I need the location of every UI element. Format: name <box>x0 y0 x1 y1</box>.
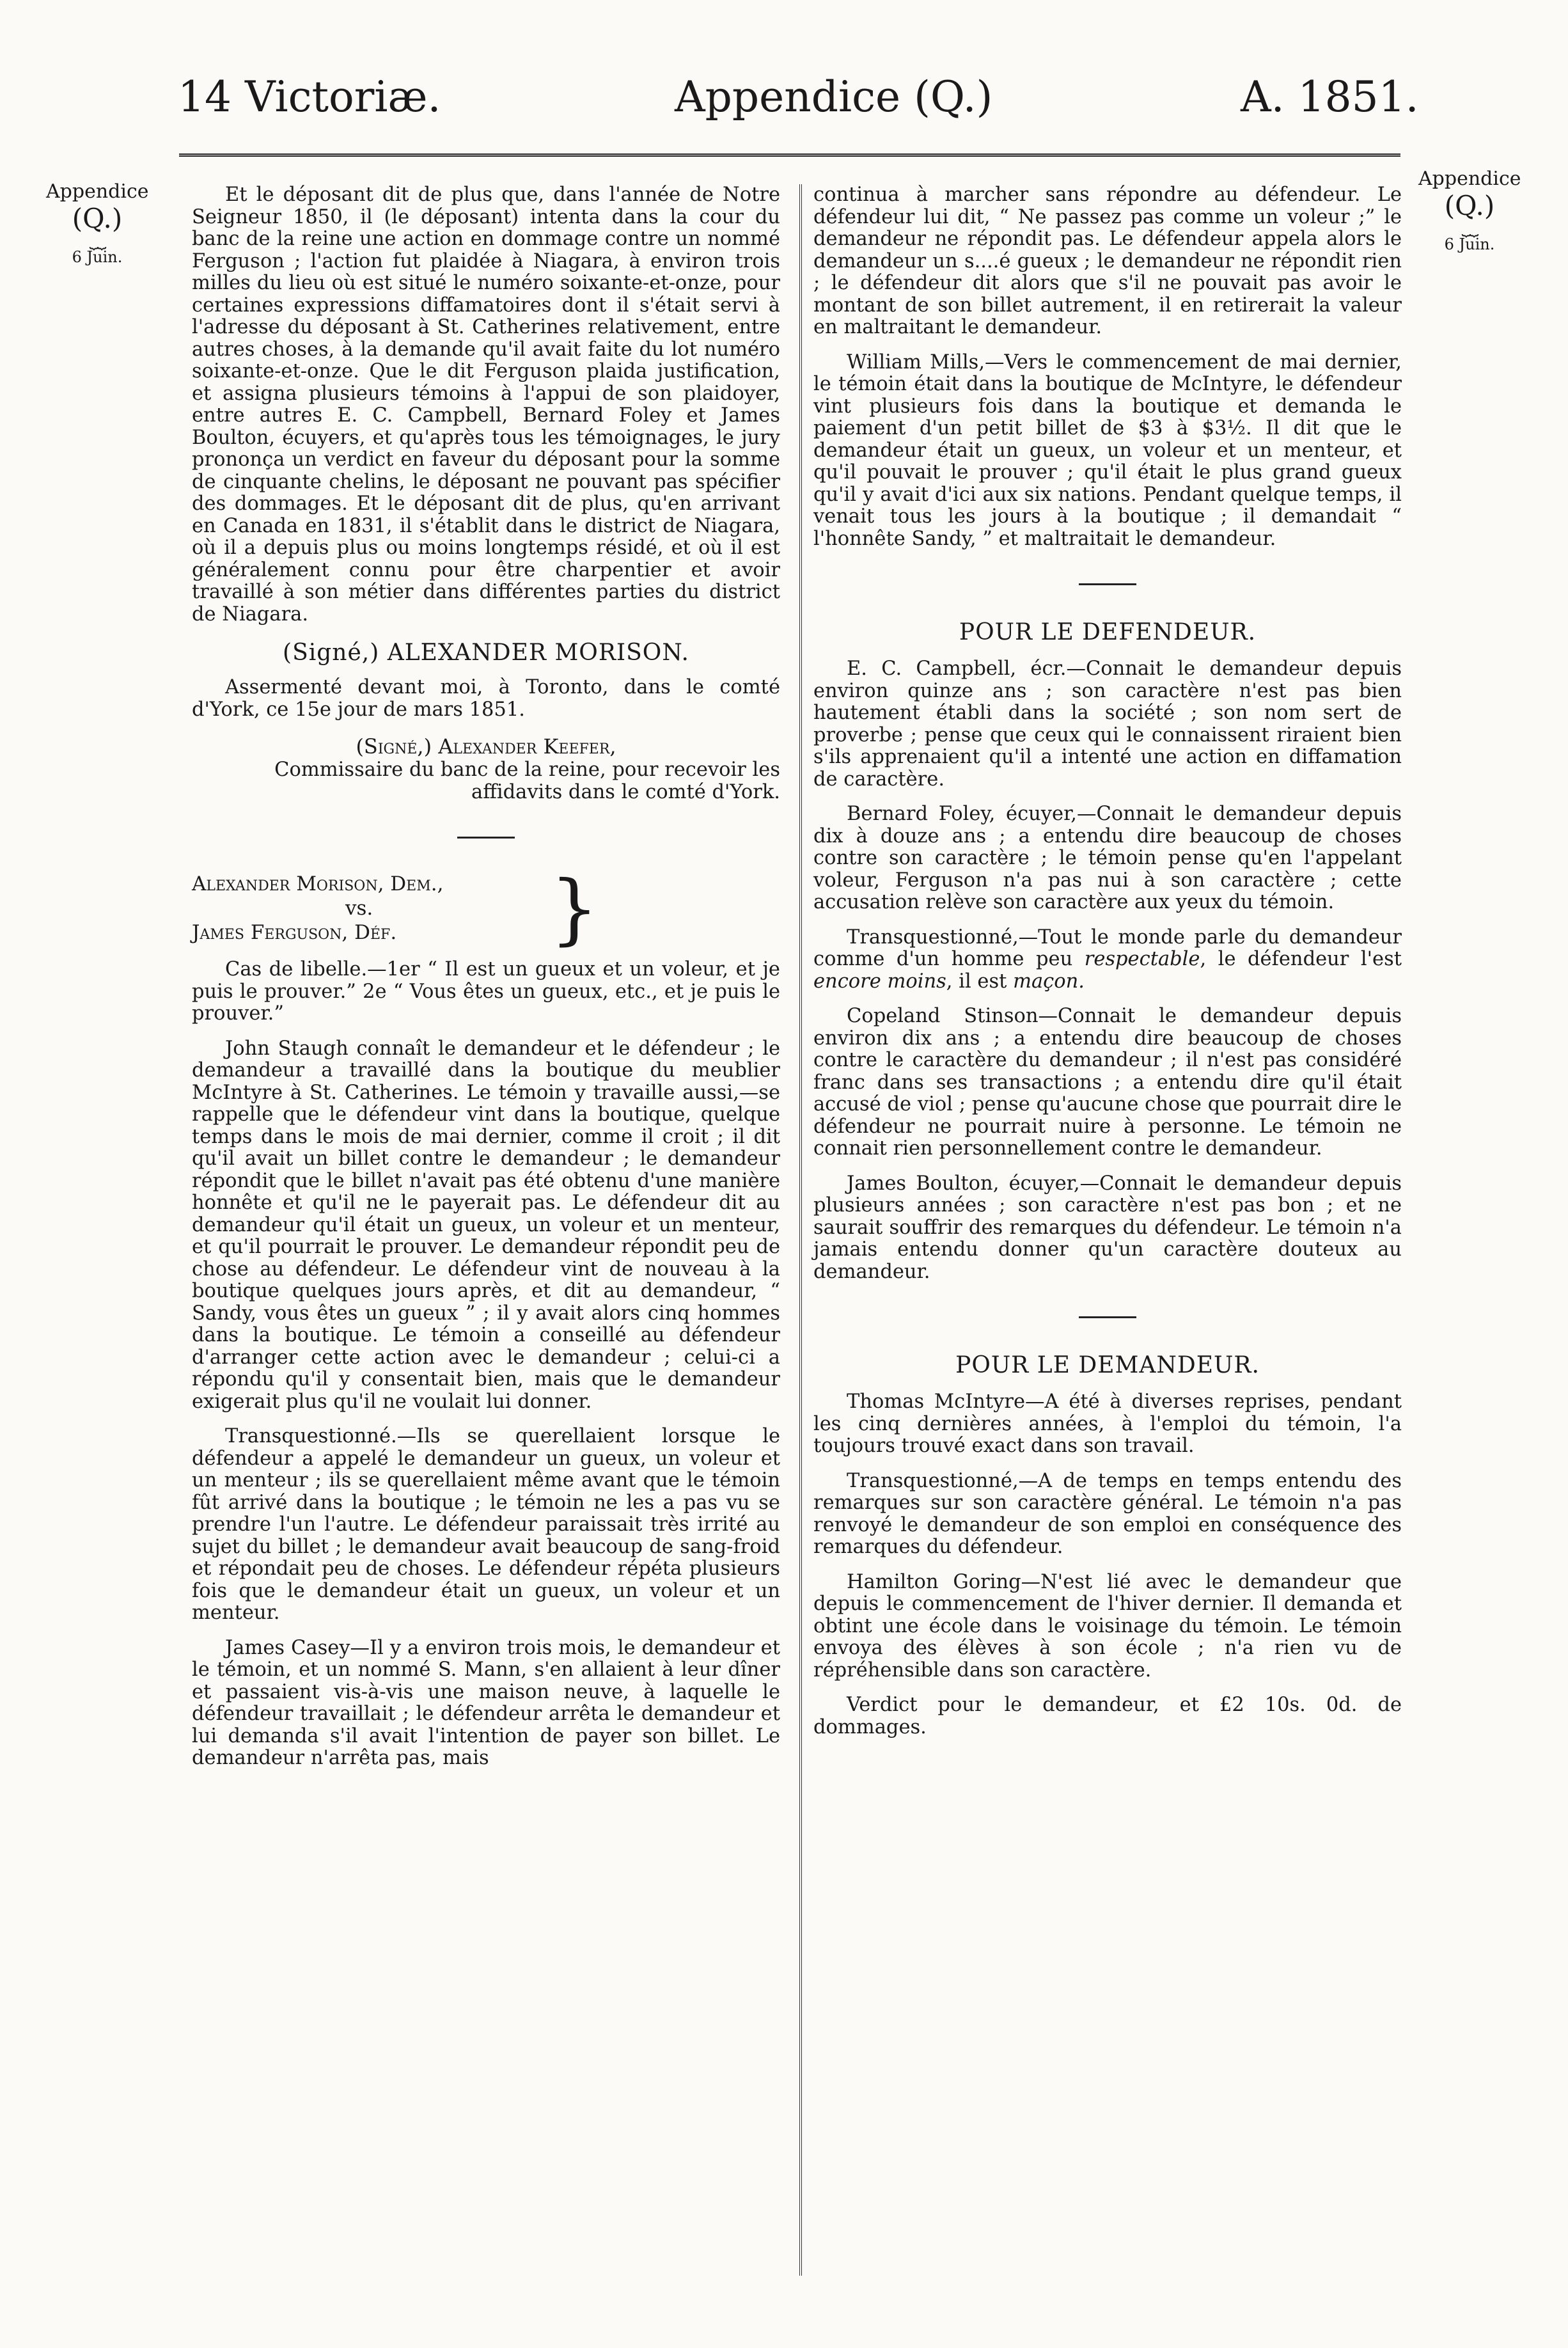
separator <box>457 837 515 839</box>
italic-fragment: maçon. <box>1013 970 1085 993</box>
margin-brace-icon: ⏟⏟ <box>1461 219 1478 237</box>
cross-examination-mcintyre: Transquestionné,—A de temps en temps entendu des remarques sur son caractère général. Le témoin n'a pas renvoyé le demandeur de son emploi en conséquence des remarques du défendeur. <box>813 1469 1402 1558</box>
italic-fragment: encore moins <box>813 970 946 993</box>
right-column <box>813 184 1402 1751</box>
sworn-statement: Assermenté devant moi, à Toronto, dans le comté d'York, ce 15e jour de mars 1851. <box>192 676 780 721</box>
section-heading-defence: POUR LE DEFENDEUR. <box>959 619 1257 645</box>
margin-label: Appendice <box>1418 168 1521 190</box>
separator <box>1079 583 1136 585</box>
testimony-mills: William Mills,—Vers le commencement de mai dernier, le témoin était dans la boutique de McIntyre, le défendeur vint plusieurs fois dans la boutique et demanda le paiement d'un petit billet de $3 à $3½. Il dit que le demandeur était un gueux, un voleur et un menteur, et qu'il pouvait le prouver ; qu'il était le plus grand gueux qu'il y avait d'ici aux six nations. Pendant quelque temps, il venait tous les jours à la boutique ; il demandait “ l'honnête Sandy, ” et maltraitait le demandeur. <box>813 351 1402 550</box>
margin-date: 6 Juin. <box>1444 235 1495 253</box>
case-brace-icon: } <box>550 865 599 954</box>
section-heading-plaintiff: POUR LE DEMANDEUR. <box>955 1352 1260 1378</box>
testimony-casey-continued: continua à marcher sans répondre au défendeur. Le défendeur lui dit, “ Ne passez pas comme un voleur ;” le demandeur ne répondit pas. Le défendeur appela alors le demandeur un s....é gueux ; le demandeur ne répondit rien ; le défendeur dit alors que s'il ne pouvait pas avoir le montant de son billet autrement, il en retirerait la valeur en maltraitant le demandeur. <box>813 184 1402 338</box>
signature-morison: (Signé,) ALEXANDER MORISON. <box>283 640 689 666</box>
separator <box>1079 1316 1136 1318</box>
commissioner-title: Commissaire du banc de la reine, pour recevoir les affidavits dans le comté d'York. <box>274 759 780 803</box>
testimony-casey: James Casey—Il y a environ trois mois, le demandeur et le témoin, et un nommé S. Mann, s'en allaient à leur dîner et passaient vis-à-vis une maison neuve, à laquelle le défendeur travaillait ; le défendeur arrêta le demandeur et lui demanda s'il avait l'intention de payer son billet. Le demandeur n'arrêta pas, mais <box>192 1636 780 1769</box>
case-plaintiff: Alexander Morison, Dem., <box>192 872 444 895</box>
testimony-stinson: Copeland Stinson—Connait le demandeur depuis environ dix ans ; a entendu dire beaucoup de choses contre le caractère du demandeur ; il n'est pas considéré franc dans ses transactions ; a entendu dire qu'il était accusé de viol ; pense qu'aucune chose que pourrait dire le défendeur ne pourrait nuire à personne. Le témoin ne connait rien personnellement contre le demandeur. <box>813 1005 1402 1160</box>
cross-examination-staugh: Transquestionné.—Ils se querellaient lorsque le défendeur a appelé le demandeur un gueux, un voleur et un menteur ; ils se querellaient même avant que le témoin fût arrivé dans la boutique ; le témoin ne les a pas vu se prendre l'un l'autre. Le défendeur paraissait très irrité au sujet du billet ; le demandeur avait beaucoup de sang-froid et répondait peu de choses. Le défendeur répéta plusieurs fois que le demandeur était un gueux, un voleur et un menteur. <box>192 1425 780 1624</box>
header-appendix-title: Appendice (Q.) <box>675 72 993 122</box>
cross-examination-foley <box>813 927 1402 993</box>
header-rule <box>179 154 1400 157</box>
testimony-campbell: E. C. Campbell, écr.—Connait le demandeur depuis environ quinze ans ; son caractère n'est pas bien hautement établi dans la société ; son nom sert de proverbe ; pense que ceux qui le connaissent riraient bien s'ils apprenaient qu'il a intenté une action en diffamation de caractère. <box>813 658 1402 791</box>
text-fragment: Transquestionné,—Tout le monde parle du demandeur comme d'un homme peu <box>813 926 1402 970</box>
margin-brace-icon: ⏟⏟ <box>89 232 106 249</box>
left-column <box>192 184 780 1783</box>
margin-date: 6 Juin. <box>72 248 123 266</box>
text-fragment: , il est <box>946 970 1007 993</box>
testimony-staugh: John Staugh connaît le demandeur et le défendeur ; le demandeur a travaillé dans la boutique du meublier McIntyre à St. Catherines. Le témoin y travaille aussi,—se rappelle que le défendeur vint dans la boutique, quelque temps dans le mois de mai dernier, comme il croit ; il dit qu'il avait un billet contre le demandeur ; le demandeur répondit que le billet n'avait pas été obtenu d'une manière honnête et qu'il ne le payerait pas. Le défendeur dit au demandeur qu'il était un gueux, un voleur et un menteur, et qu'il pourrait le prouver. Le demandeur répondit peu de chose au défendeur. Le défendeur vint de nouveau à la boutique quelques jours après, et dit au demandeur, “ Sandy, vous êtes un gueux ” ; il y avait alors cinq hommes dans la boutique. Le témoin a conseillé au défendeur d'arranger cette action avec le demandeur ; celui-ci a répondu qu'il y consentait bien, mais que le demandeur exigerait plus qu'il ne voulait lui donner. <box>192 1037 780 1413</box>
testimony-foley: Bernard Foley, écuyer,—Connait le demandeur depuis dix à douze ans ; a entendu dire beaucoup de choses contre son caractère ; le témoin pense qu'en l'appelant voleur, Ferguson n'a pas nui à son caractère ; cette accusation relève son caractère aux yeux du témoin. <box>813 803 1402 913</box>
margin-letter: (Q.) <box>72 203 123 234</box>
italic-fragment: respectable <box>1084 948 1200 970</box>
header-session: 14 Victoriæ. <box>178 72 441 122</box>
testimony-mcintyre: Thomas McIntyre—A été à diverses reprises, pendant les cinq dernières années, à l'emploi du témoin, l'a toujours trouvé exact dans son travail. <box>813 1391 1402 1457</box>
margin-note-left <box>46 180 148 267</box>
column-divider <box>799 184 802 2276</box>
deposition-paragraph: Et le déposant dit de plus que, dans l'année de Notre Seigneur 1850, il (le déposant) intenta dans la cour du banc de la reine une action en dommage contre un nommé Ferguson ; l'action fut plaidée à Niagara, à environ trois milles du lieu où est situé le numéro soixante-et-onze, pour certaines expressions diffamatoires dont il s'était servi à l'adresse du déposant à St. Catherines relativement, entre autres choses, à la demande qu'il avait faite du lot numéro soixante-et-onze. Que le dit Ferguson plaida justification, et assigna plusieurs témoins à l'appui de son plaidoyer, entre autres E. C. Campbell, Bernard Foley et James Boulton, écuyers, et qu'après tous les témoignages, le jury prononça un verdict en faveur du déposant pour la somme de cinquante chelins, le déposant ne pouvant pas spécifier des dommages. Et le déposant dit de plus, qu'en arrivant en Canada en 1831, il s'établit dans le district de Niagara, où il a depuis plus ou moins longtemps résidé, et où il est généralement connu pour être charpentier et avoir travaillé à son métier dans différentes parties du district de Niagara. <box>192 184 780 626</box>
margin-letter: (Q.) <box>1444 190 1495 221</box>
testimony-boulton: James Boulton, écuyer,—Connait le demandeur depuis plusieurs années ; son caractère n'est pas bon ; et ne saurait souffrir des remarques du défendeur. Le témoin n'a jamais entendu donner qu'un caractère douteux au demandeur. <box>813 1172 1402 1283</box>
case-title <box>192 865 780 954</box>
margin-label: Appendice <box>46 180 149 203</box>
verdict: Verdict pour le demandeur, et £2 10s. 0d. de dommages. <box>813 1694 1402 1738</box>
case-vs: vs. <box>345 897 373 920</box>
header-year: A. 1851. <box>1241 72 1419 122</box>
signature-keefer: (Signé,) Alexander Keefer, <box>356 734 616 759</box>
margin-note-right <box>1418 168 1521 255</box>
libel-case-paragraph: Cas de libelle.—1er “ Il est un gueux et un voleur, et je puis le prouver.” 2e “ Vous êtes un gueux, etc., et je puis le prouver.” <box>192 958 780 1025</box>
testimony-goring: Hamilton Goring—N'est lié avec le demandeur que depuis le commencement de l'hiver dernier. Il demanda et obtint une école dans le voisinage du témoin. Le témoin envoya des élèves à son école ; n'a rien vu de répréhensible dans son caractère. <box>813 1570 1402 1682</box>
case-defendant: James Ferguson, Déf. <box>192 921 397 944</box>
text-fragment: , le défendeur l'est <box>1200 948 1402 970</box>
